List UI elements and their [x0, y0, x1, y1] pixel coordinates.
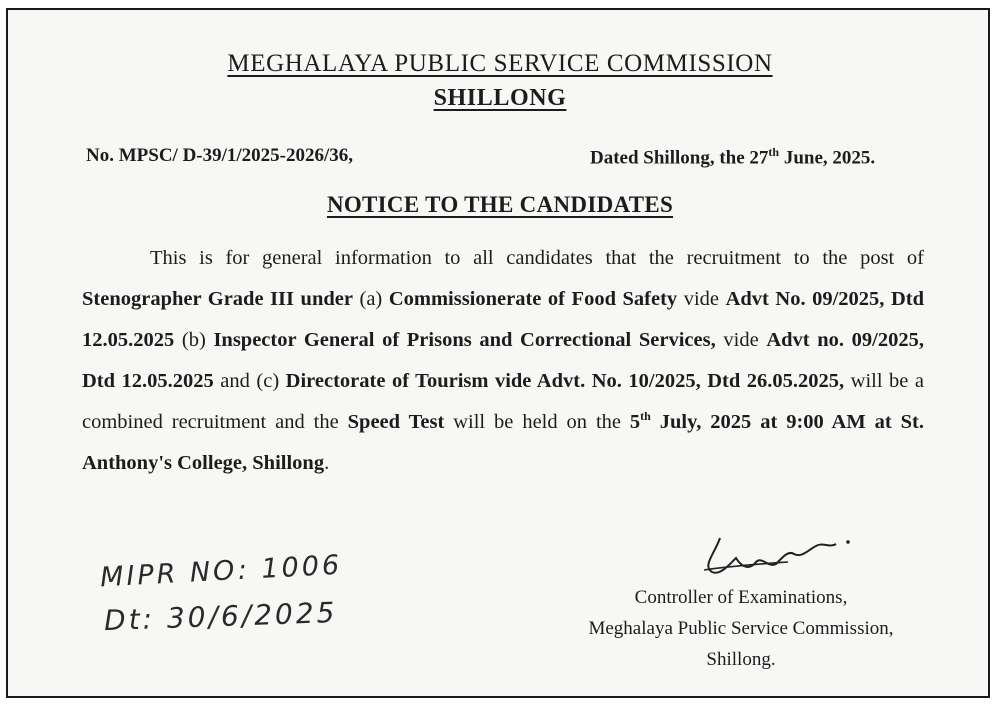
reference-number: No. MPSC/ D-39/1/2025-2026/36, [86, 145, 354, 166]
signature-title: Controller of Examinations, [634, 587, 848, 608]
body-bold: Stenographer Grade III under [82, 288, 353, 310]
body-bold: Advt no. 09/2025, Dtd 12.05.2025 [82, 329, 924, 392]
body-text: will be held on the [444, 411, 630, 433]
date-prefix: Dated Shillong, the 27 [590, 147, 769, 169]
notice-body [82, 238, 924, 484]
body-text: vide [677, 288, 726, 310]
handwritten-date: Dt: 30/6/2025 [103, 595, 338, 638]
body-bold: Commissionerate of Food Safety [388, 288, 678, 310]
signature-city: Shillong. [706, 649, 776, 670]
body-text: . [324, 452, 330, 474]
city-heading: SHILLONG [433, 85, 567, 111]
body-bold-part: 5 [629, 411, 641, 433]
signature-block [560, 582, 922, 675]
body-text: This is for general information to all candidates that the recruitment to the post of [150, 247, 924, 269]
date-suffix: June, 2025. [779, 147, 876, 169]
body-text: (a) [352, 288, 389, 310]
body-bold: Advt No. 09/2025, Dtd 12.05.2025 [82, 288, 924, 351]
organization-heading: MEGHALAYA PUBLIC SERVICE COMMISSION [227, 50, 773, 77]
body-bold: Inspector General of Prisons and Correctional Services, [213, 329, 716, 351]
body-bold: Speed Test [347, 411, 445, 433]
signature-organization: Meghalaya Public Service Commission, [588, 618, 894, 639]
body-text: and (c) [213, 370, 286, 392]
date-superscript: th [768, 145, 780, 159]
date-line [590, 145, 875, 169]
notice-title: NOTICE TO THE CANDIDATES [326, 192, 674, 217]
signature-scribble [690, 528, 860, 588]
body-text: (b) [174, 329, 214, 351]
body-text: will be a combined recruitment and the [82, 370, 924, 433]
body-bold: Directorate of Tourism vide Advt. No. 10/2025, Dtd 26.05.2025, [285, 370, 845, 392]
body-bold-part: July, 2025 at 9:00 AM at St. Anthony's College, Shillong [82, 411, 924, 474]
body-text: vide [715, 329, 767, 351]
body-superscript: th [640, 409, 651, 424]
handwritten-mipr-number: MIPR NO: 1006 [99, 549, 343, 594]
